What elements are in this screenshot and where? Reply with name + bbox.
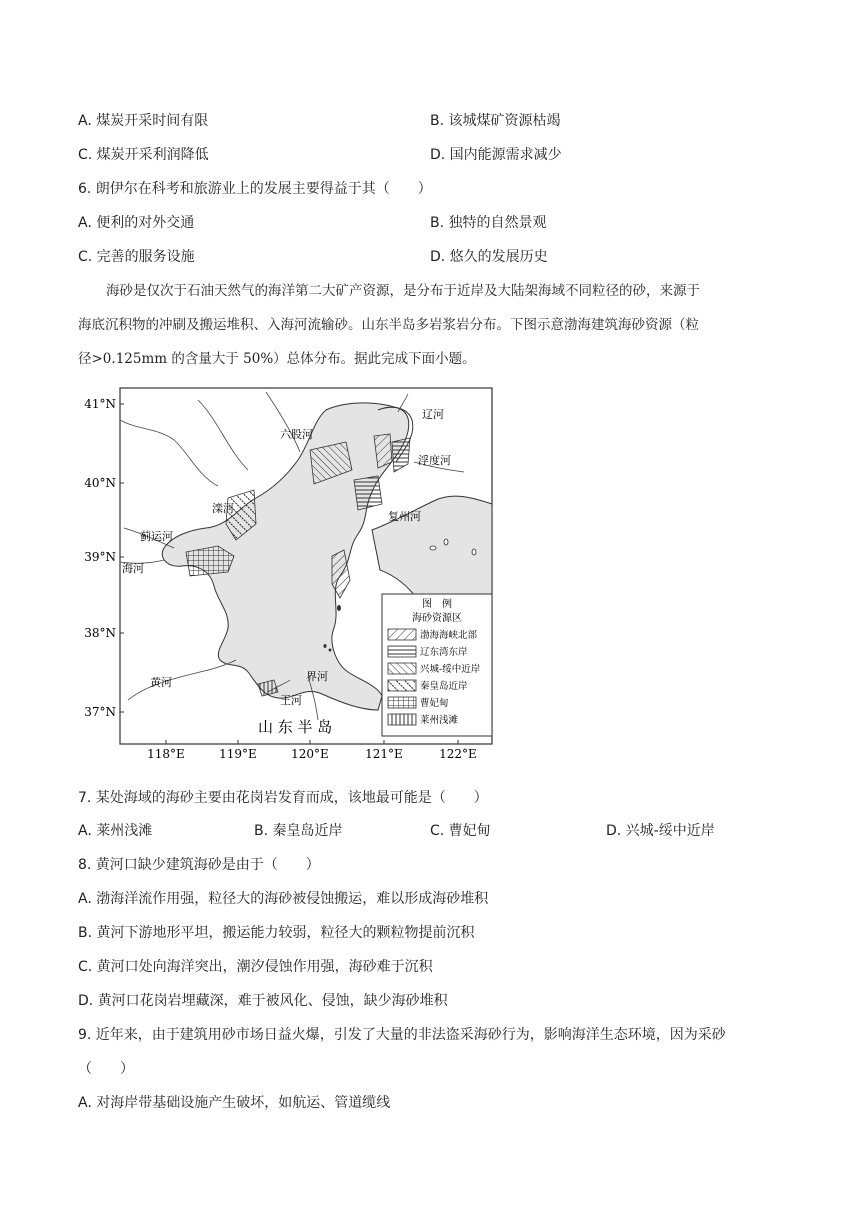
q9-stem: 9. 近年来，由于建筑用砂市场日益火爆，引发了大量的非法盗采海砂行为，影响海洋生态环境，因为采砂 xyxy=(78,1027,726,1043)
legend-item: 莱州浅滩 xyxy=(420,715,459,726)
q5-option-b: B. 该城煤矿资源枯竭 xyxy=(430,113,561,129)
legend-swatch xyxy=(388,663,416,674)
q8-stem: 8. 黄河口缺少建筑海砂是由于（ ） xyxy=(78,857,320,873)
legend-item: 兴城-绥中近岸 xyxy=(420,664,481,675)
island xyxy=(472,549,476,555)
q7-option-a: A. 莱州浅滩 xyxy=(78,823,153,839)
zone-liaodong-east xyxy=(354,476,382,510)
q8-option-d: D. 黄河口花岗岩埋藏深，难于被风化、侵蚀，缺少海砂堆积 xyxy=(78,993,448,1009)
legend-swatch xyxy=(388,646,416,657)
q7-option-b: B. 秦皇岛近岸 xyxy=(254,823,343,839)
legend-item: 秦皇岛近岸 xyxy=(420,681,468,692)
lon-label: 121°E xyxy=(365,747,403,760)
legend-swatch xyxy=(388,714,416,725)
label-liaohe: 辽河 xyxy=(422,408,444,421)
label-haihe: 海河 xyxy=(122,562,144,575)
legend-swatch xyxy=(388,697,416,708)
label-wanghe: 王河 xyxy=(280,694,302,707)
q5-option-a: A. 煤炭开采时间有限 xyxy=(78,113,209,129)
passage-line-1: 海砂是仅次于石油天然气的海洋第二大矿产资源，是分布于近岸及大陆架海域不同粒径的砂，来源于 xyxy=(106,283,700,299)
q8-option-b: B. 黄河下游地形平坦，搬运能力较弱，粒径大的颗粒物提前沉积 xyxy=(78,925,475,941)
lon-label: 122°E xyxy=(439,747,477,760)
island xyxy=(324,644,327,648)
label-jiyun: 蓟运河 xyxy=(140,530,173,543)
passage-line-3: 径>0.125mm 的含量大于 50%）总体分布。据此完成下面小题。 xyxy=(78,351,476,367)
island xyxy=(444,539,448,545)
label-liugu: 六股河 xyxy=(280,428,313,441)
q6-option-c: C. 完善的服务设施 xyxy=(78,249,195,265)
lat-label: 38°N xyxy=(84,626,116,640)
map-legend xyxy=(382,594,492,736)
q8-option-a: A. 渤海洋流作用强，粒径大的海砂被侵蚀搬运，难以形成海砂堆积 xyxy=(78,891,489,907)
q7-option-d: D. 兴城-绥中近岸 xyxy=(606,823,715,839)
label-peninsula: 山 东 半 岛 xyxy=(258,718,333,736)
label-luan: 滦河 xyxy=(212,502,234,515)
lat-axis xyxy=(84,397,124,719)
bohai-sea-sand-map xyxy=(78,380,498,760)
q9-option-a: A. 对海岸带基础设施产生破坏，如航运、管道缆线 xyxy=(78,1095,391,1111)
lon-label: 119°E xyxy=(219,747,257,760)
legend-item: 渤海海峡北部 xyxy=(420,630,478,641)
legend-item: 辽东湾东岸 xyxy=(420,647,468,658)
island xyxy=(329,649,332,652)
lat-label: 40°N xyxy=(84,476,116,490)
legend-title: 图 例 xyxy=(422,599,452,610)
legend-swatch xyxy=(388,629,416,640)
legend-item: 曹妃甸 xyxy=(420,698,449,709)
lon-label: 120°E xyxy=(291,747,329,760)
q5-option-c: C. 煤炭开采利润降低 xyxy=(78,147,209,163)
lat-label: 41°N xyxy=(84,397,116,411)
island xyxy=(337,605,341,611)
q7-stem: 7. 某处海域的海砂主要由花岗岩发育而成，该地最可能是（ ） xyxy=(78,790,488,806)
legend-swatch xyxy=(388,680,416,691)
lat-label: 37°N xyxy=(84,705,116,719)
q5-option-d: D. 国内能源需求减少 xyxy=(430,147,562,163)
map-svg xyxy=(78,380,498,760)
q6-stem: 6. 朗伊尔在科考和旅游业上的发展主要得益于其（ ） xyxy=(78,181,432,197)
island xyxy=(430,546,436,550)
label-huanghe: 黄河 xyxy=(150,676,172,689)
q6-option-b: B. 独特的自然景观 xyxy=(430,215,547,231)
q9-answer-paren: （ ） xyxy=(78,1061,134,1077)
q8-option-c: C. 黄河口处向海洋突出，潮汐侵蚀作用强，海砂难于沉积 xyxy=(78,959,433,975)
q6-option-a: A. 便利的对外交通 xyxy=(78,215,195,231)
passage-line-2: 海底沉积物的冲刷及搬运堆积、入海河流输砂。山东半岛多岩浆岩分布。下图示意渤海建筑海砂资源（粒 xyxy=(78,317,699,333)
q6-option-d: D. 悠久的发展历史 xyxy=(430,249,548,265)
label-jiehe: 界河 xyxy=(306,670,328,683)
label-fudu: 浮度河 xyxy=(418,454,451,467)
label-fuzhou: 复州河 xyxy=(388,510,421,523)
legend-subtitle: 海砂资源区 xyxy=(412,613,462,624)
lon-label: 118°E xyxy=(147,747,185,760)
q7-option-c: C. 曹妃甸 xyxy=(430,823,491,839)
lat-label: 39°N xyxy=(84,550,116,564)
